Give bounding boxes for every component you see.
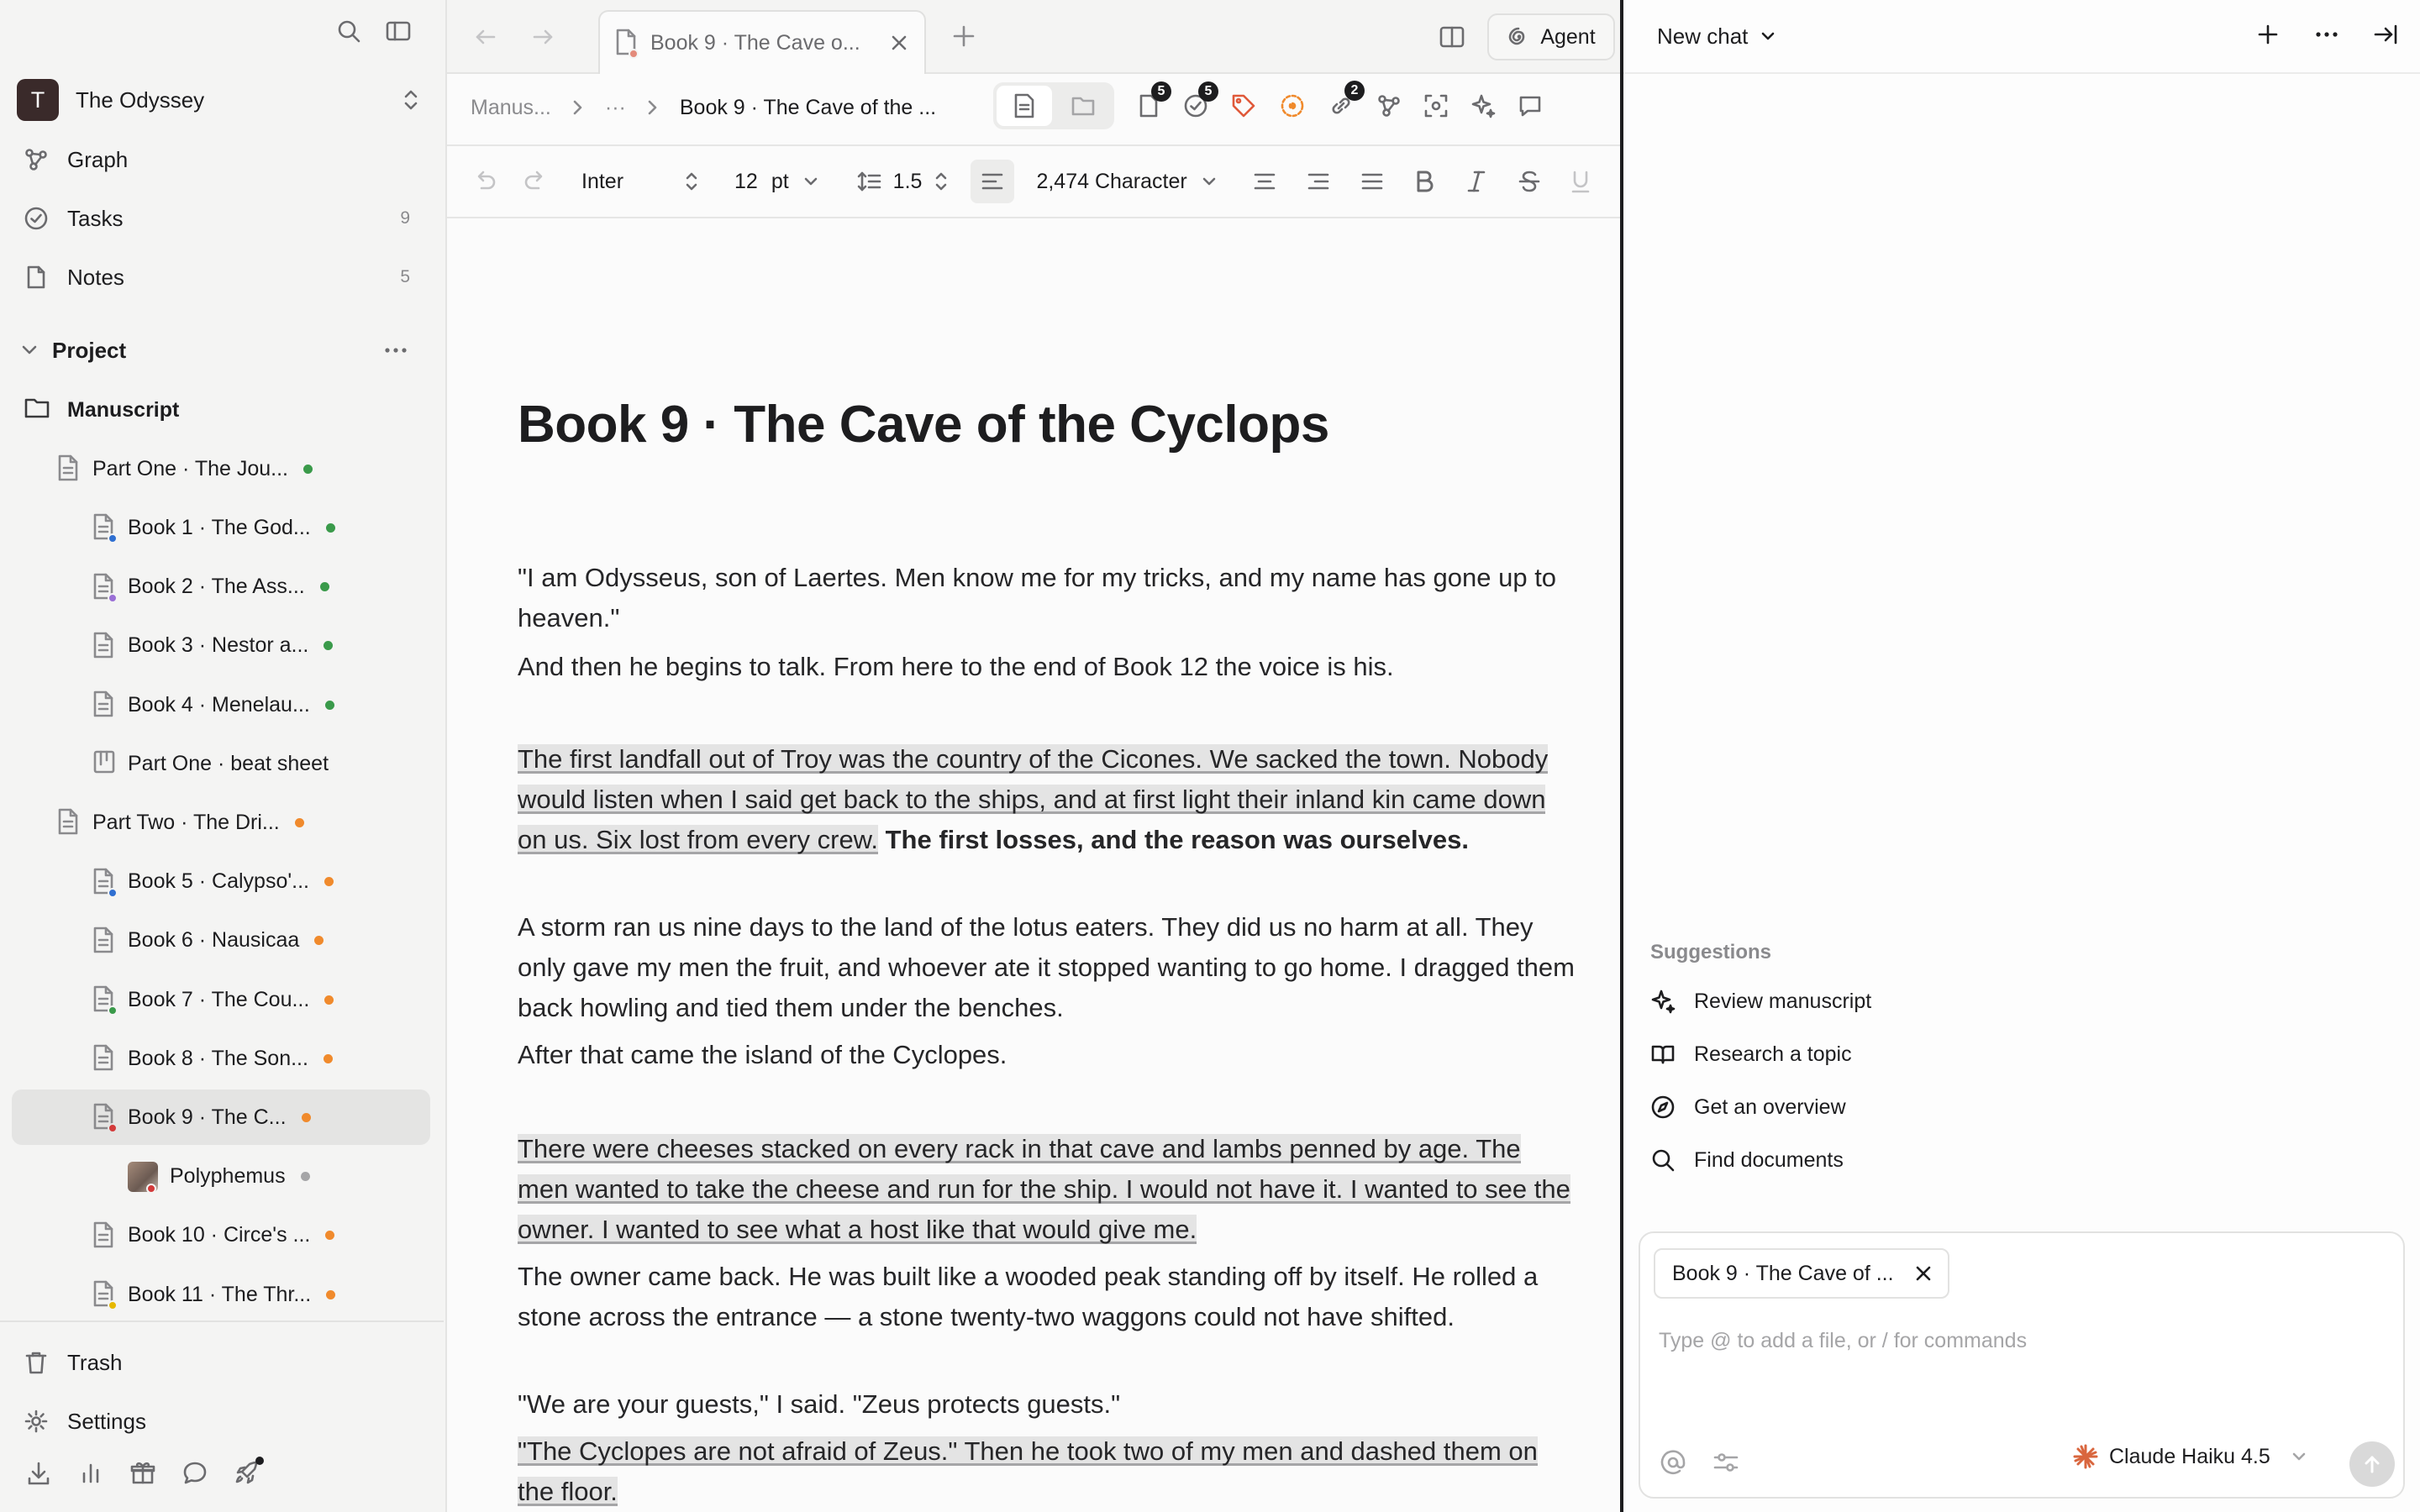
- chevron-updown-icon: [402, 87, 420, 113]
- settings-label: Settings: [67, 1408, 146, 1434]
- chevron-right-icon: [646, 98, 660, 117]
- more-icon[interactable]: [2314, 22, 2339, 47]
- tree-item-label: Book 2 · The Ass...: [128, 575, 305, 599]
- document-icon: [92, 985, 116, 1014]
- document-icon: [92, 927, 116, 955]
- suggestion-review[interactable]: [1650, 978, 2154, 1025]
- nav-tasks[interactable]: [24, 195, 427, 242]
- status-dot: [325, 701, 334, 710]
- notes-count: 5: [400, 267, 410, 286]
- strikethrough-icon[interactable]: [1518, 170, 1540, 193]
- font-size-unit: pt: [771, 169, 789, 193]
- bold-text[interactable]: The first losses, and the reason was ourselves.: [885, 825, 1469, 854]
- line-height-select[interactable]: [856, 170, 950, 194]
- status-dot: [326, 523, 335, 533]
- suggestion-overview[interactable]: [1650, 1084, 2154, 1131]
- new-tab-icon[interactable]: [951, 24, 976, 49]
- tree-item-label: Book 11 · The Thr...: [128, 1282, 312, 1306]
- download-icon[interactable]: [25, 1460, 52, 1487]
- suggestion-label: Research a topic: [1694, 1042, 1852, 1066]
- search-icon: [1650, 1147, 1676, 1173]
- document-icon: [92, 632, 116, 660]
- status-dot: [326, 1290, 335, 1299]
- rocket-icon[interactable]: [234, 1460, 260, 1487]
- document-icon: [92, 690, 116, 719]
- tree-item-label: Part One · The Jou...: [92, 456, 288, 480]
- chat-header: [1623, 0, 2420, 74]
- linked-docs-badge: 5: [1151, 81, 1171, 102]
- tree-item[interactable]: [12, 913, 430, 969]
- chip-label: Book 9 · The Cave of ...: [1672, 1261, 1894, 1285]
- document-icon: [92, 1221, 116, 1250]
- breadcrumb-root[interactable]: Manus...: [471, 95, 551, 119]
- chat-pane: [1620, 0, 2420, 1512]
- tab-bar: [447, 0, 1622, 74]
- tree-item[interactable]: [12, 854, 430, 910]
- agent-button[interactable]: [1487, 13, 1615, 60]
- chevron-down-icon: [802, 173, 819, 190]
- linked-docs-icon[interactable]: [1136, 84, 1165, 118]
- redo-icon[interactable]: [523, 169, 548, 194]
- mention-icon[interactable]: [1659, 1448, 1687, 1477]
- tree-item[interactable]: [12, 559, 430, 615]
- tree-item-label: Polyphemus: [170, 1164, 286, 1189]
- bold-icon[interactable]: [1414, 170, 1434, 193]
- project-section-header[interactable]: [20, 329, 424, 371]
- paragraph[interactable]: The owner came back. He was built like a wooded peak standing off by itself. He rolled a stone across the entrance — a stone twenty-two waggons could not have shifted.: [518, 1262, 1539, 1331]
- arrow-up-icon: [2361, 1453, 2383, 1475]
- model-name: Claude Haiku 4.5: [2109, 1444, 2270, 1468]
- trash-icon: [24, 1350, 49, 1375]
- document-icon: [615, 29, 639, 57]
- document-icon: [92, 573, 116, 601]
- links-badge: 2: [1344, 81, 1365, 101]
- folder-view-icon[interactable]: [1055, 86, 1111, 126]
- tree-item-label: Book 5 · Calypso'...: [128, 869, 309, 894]
- note-icon: [24, 265, 49, 290]
- suggestion-label: Get an overview: [1694, 1095, 1846, 1119]
- paragraph[interactable]: "We are your guests," I said. "Zeus protects guests.": [518, 1389, 1121, 1419]
- collapse-panel-icon[interactable]: [2373, 22, 2398, 47]
- paragraph[interactable]: [518, 739, 1576, 860]
- tree-item[interactable]: [12, 795, 430, 850]
- status-dot: [324, 641, 333, 650]
- nav-graph[interactable]: [24, 136, 427, 183]
- status-dot: [324, 877, 334, 886]
- document-icon: [92, 1280, 116, 1309]
- status-dot: [303, 465, 313, 474]
- status-dot: [324, 1054, 333, 1063]
- highlighted-text[interactable]: "The Cyclopes are not afraid of Zeus." Then he took two of my men and dashed them on the floor.: [518, 1436, 1538, 1506]
- align-right-icon[interactable]: [1307, 171, 1330, 192]
- format-toolbar: [447, 144, 1622, 218]
- font-size-select[interactable]: [734, 170, 819, 194]
- suggestion-label: Find documents: [1694, 1147, 1844, 1172]
- tree-item[interactable]: [12, 677, 430, 732]
- suggestion-find[interactable]: [1650, 1137, 2154, 1184]
- chevron-right-icon: [571, 98, 585, 117]
- image-thumbnail: [128, 1162, 158, 1192]
- font-name: Inter: [581, 169, 624, 193]
- tree-item-label: Book 10 · Circe's ...: [128, 1223, 311, 1247]
- model-select[interactable]: [2072, 1443, 2307, 1470]
- tree-folder[interactable]: [12, 382, 430, 438]
- chevron-down-icon: [1760, 28, 1776, 45]
- back-arrow-icon[interactable]: [472, 24, 499, 50]
- workspace-name: The Odyssey: [76, 87, 205, 113]
- link-icon[interactable]: [1328, 83, 1359, 119]
- tree-item-label: Book 3 · Nestor a...: [128, 633, 309, 658]
- align-justify-icon[interactable]: [1360, 171, 1384, 192]
- chat-input[interactable]: Type @ to add a file, or / for commands: [1659, 1329, 2028, 1352]
- context-chip[interactable]: [1654, 1248, 1949, 1299]
- tasks-badge: 5: [1198, 81, 1218, 102]
- status-dot: [325, 1231, 334, 1240]
- chevron-down-icon: [20, 341, 39, 360]
- chevron-updown-icon: [684, 170, 699, 193]
- tag-icon[interactable]: [1230, 92, 1257, 119]
- document-icon: [57, 808, 81, 837]
- paragraph[interactable]: A storm ran us nine days to the land of the lotus eaters. They did us no harm at all. They only gave my men the fruit, and whoever ate it stopped wanting to go home. I dragged them back howling and tied them under the benches.: [518, 912, 1575, 1022]
- close-icon[interactable]: [1914, 1264, 1933, 1283]
- nav-notes-label: Notes: [67, 264, 124, 290]
- graph-icon[interactable]: [1376, 93, 1402, 118]
- tree-item[interactable]: [12, 1031, 430, 1086]
- tree-item[interactable]: [12, 441, 430, 496]
- sparkle-icon[interactable]: [1470, 93, 1496, 118]
- forward-arrow-icon[interactable]: [529, 24, 556, 50]
- more-icon[interactable]: [383, 346, 408, 354]
- send-button[interactable]: [2349, 1441, 2395, 1487]
- document-icon: [92, 868, 116, 896]
- tree-item-label: Book 1 · The God...: [128, 515, 311, 539]
- status-dot: [324, 995, 334, 1005]
- status-dot: [295, 818, 304, 827]
- breadcrumb: [471, 84, 936, 131]
- comment-icon[interactable]: [1518, 93, 1543, 118]
- document-icon: [92, 513, 116, 542]
- chat-composer: [1639, 1231, 2405, 1499]
- status-dot: [320, 582, 329, 591]
- tree-item[interactable]: [12, 972, 430, 1027]
- tree-item[interactable]: [12, 618, 430, 674]
- check-circle-icon: [24, 206, 49, 231]
- undo-icon[interactable]: [472, 169, 497, 194]
- paragraph[interactable]: After that came the island of the Cyclopes.: [518, 1040, 1007, 1069]
- suggestions-title: Suggestions: [1650, 941, 1772, 963]
- nav-settings[interactable]: [24, 1398, 427, 1445]
- board-icon: [92, 749, 116, 778]
- tree-item-label: Book 9 · The C...: [128, 1105, 287, 1129]
- tree-item-label: Book 7 · The Cou...: [128, 987, 310, 1011]
- claude-logo-icon: [2072, 1443, 2099, 1470]
- sparkle-icon: [1650, 989, 1676, 1014]
- nav-trash[interactable]: [24, 1339, 427, 1386]
- project-label: Project: [52, 337, 127, 363]
- agent-label: Agent: [1540, 24, 1596, 49]
- tree-item[interactable]: [12, 1089, 430, 1145]
- status-dot: [301, 1172, 310, 1181]
- tree-item-label: Part Two · The Dri...: [92, 810, 280, 834]
- tree-item-label: Part One · beat sheet: [128, 751, 329, 775]
- close-tab-icon[interactable]: [889, 33, 909, 53]
- tree-item-label: Manuscript: [67, 397, 180, 422]
- status-dot: [302, 1113, 311, 1122]
- chevron-down-icon: [2291, 1448, 2307, 1465]
- document-icon: [92, 1103, 116, 1131]
- tree-item-label: Book 4 · Menelau...: [128, 692, 310, 717]
- chevron-updown-icon: [934, 170, 949, 193]
- focus-icon[interactable]: [1423, 93, 1449, 118]
- workspace-switcher[interactable]: [17, 77, 420, 123]
- sidebar-toggle-icon[interactable]: [385, 18, 412, 44]
- document-title[interactable]: Book 9 · The Cave of the Cyclops: [518, 396, 1329, 454]
- tasks-icon[interactable]: [1183, 84, 1213, 118]
- editor-pane: [445, 0, 1620, 1512]
- search-icon[interactable]: [336, 18, 361, 44]
- count-mode-select[interactable]: [1036, 170, 1217, 194]
- view-toggle: [993, 82, 1114, 129]
- spiral-icon: [1507, 25, 1530, 49]
- tree-item[interactable]: [12, 1267, 430, 1322]
- tree-item[interactable]: [12, 1208, 430, 1263]
- document-icon: [92, 1044, 116, 1073]
- document-icon: [57, 454, 81, 483]
- document-view-icon[interactable]: [997, 86, 1052, 126]
- paragraph[interactable]: [518, 1431, 1576, 1512]
- status-dot: [314, 936, 324, 945]
- breadcrumb-current[interactable]: Book 9 · The Cave of the ...: [679, 95, 937, 119]
- suggestion-research[interactable]: [1650, 1031, 2154, 1078]
- compass-icon: [1650, 1095, 1676, 1120]
- graph-icon: [24, 147, 49, 172]
- underline-icon[interactable]: [1570, 170, 1591, 193]
- paragraph[interactable]: "I am Odysseus, son of Laertes. Men know me for my tricks, and my name has gone up to heaven.": [518, 563, 1557, 633]
- tab-book-9[interactable]: [598, 10, 926, 74]
- options-icon[interactable]: [1712, 1450, 1739, 1475]
- align-center-icon[interactable]: [1253, 171, 1276, 192]
- chat-title-select[interactable]: [1657, 24, 1776, 50]
- tree-item[interactable]: [12, 736, 430, 791]
- suggestion-label: Review manuscript: [1694, 989, 1872, 1013]
- split-view-icon[interactable]: [1439, 24, 1465, 50]
- italic-icon[interactable]: [1466, 170, 1486, 193]
- line-height-value: 1.5: [892, 169, 923, 193]
- gear-icon: [24, 1409, 49, 1434]
- tree-item[interactable]: [12, 1149, 430, 1205]
- status-circle-icon[interactable]: [1279, 92, 1306, 119]
- breadcrumb-ellipsis[interactable]: ···: [604, 95, 626, 119]
- gift-icon[interactable]: [129, 1460, 156, 1487]
- stats-icon[interactable]: [77, 1460, 104, 1487]
- tree-item-label: Book 6 · Nausicaa: [128, 928, 300, 953]
- tasks-count: 9: [400, 208, 410, 228]
- nav-tasks-label: Tasks: [67, 205, 124, 231]
- tree-item[interactable]: [12, 500, 430, 555]
- font-select[interactable]: [581, 170, 699, 194]
- chat-bubble-icon[interactable]: [182, 1460, 208, 1487]
- highlighted-text[interactable]: The first landfall out of Troy was the country of the Cicones. We sacked the town. Nobody would listen when I said get back to the ships, and at first light their inland kin came down on us. Six lost from every crew.: [518, 744, 1549, 854]
- sidebar: [0, 0, 444, 1512]
- align-left-icon[interactable]: [971, 160, 1014, 203]
- document-toolbar: [993, 82, 1543, 129]
- nav-graph-label: Graph: [67, 146, 129, 172]
- highlighted-text[interactable]: There were cheeses stacked on every rack in that cave and lambs penned by age. The men wanted to take the cheese and run for the ship. I would not have it. I wanted to see the owner. I wanted to see what a host like that would give me.: [518, 1134, 1570, 1244]
- line-height-icon: [856, 170, 881, 193]
- workspace-avatar: T: [17, 79, 59, 121]
- chevron-down-icon: [1201, 173, 1218, 190]
- character-count: 2,474 Character: [1036, 169, 1187, 193]
- trash-label: Trash: [67, 1349, 123, 1375]
- book-icon: [1650, 1042, 1676, 1067]
- tree-item-label: Book 8 · The Son...: [128, 1046, 308, 1070]
- chat-title: New chat: [1657, 23, 1749, 49]
- new-chat-icon[interactable]: [2255, 22, 2281, 47]
- paragraph[interactable]: And then he begins to talk. From here to the end of Book 12 the voice is his.: [518, 652, 1394, 681]
- nav-notes[interactable]: [24, 254, 427, 301]
- paragraph[interactable]: [518, 1129, 1576, 1250]
- font-size-value: 12: [734, 169, 758, 193]
- folder-icon: [24, 396, 52, 424]
- tab-label: Book 9 · The Cave o...: [650, 30, 860, 55]
